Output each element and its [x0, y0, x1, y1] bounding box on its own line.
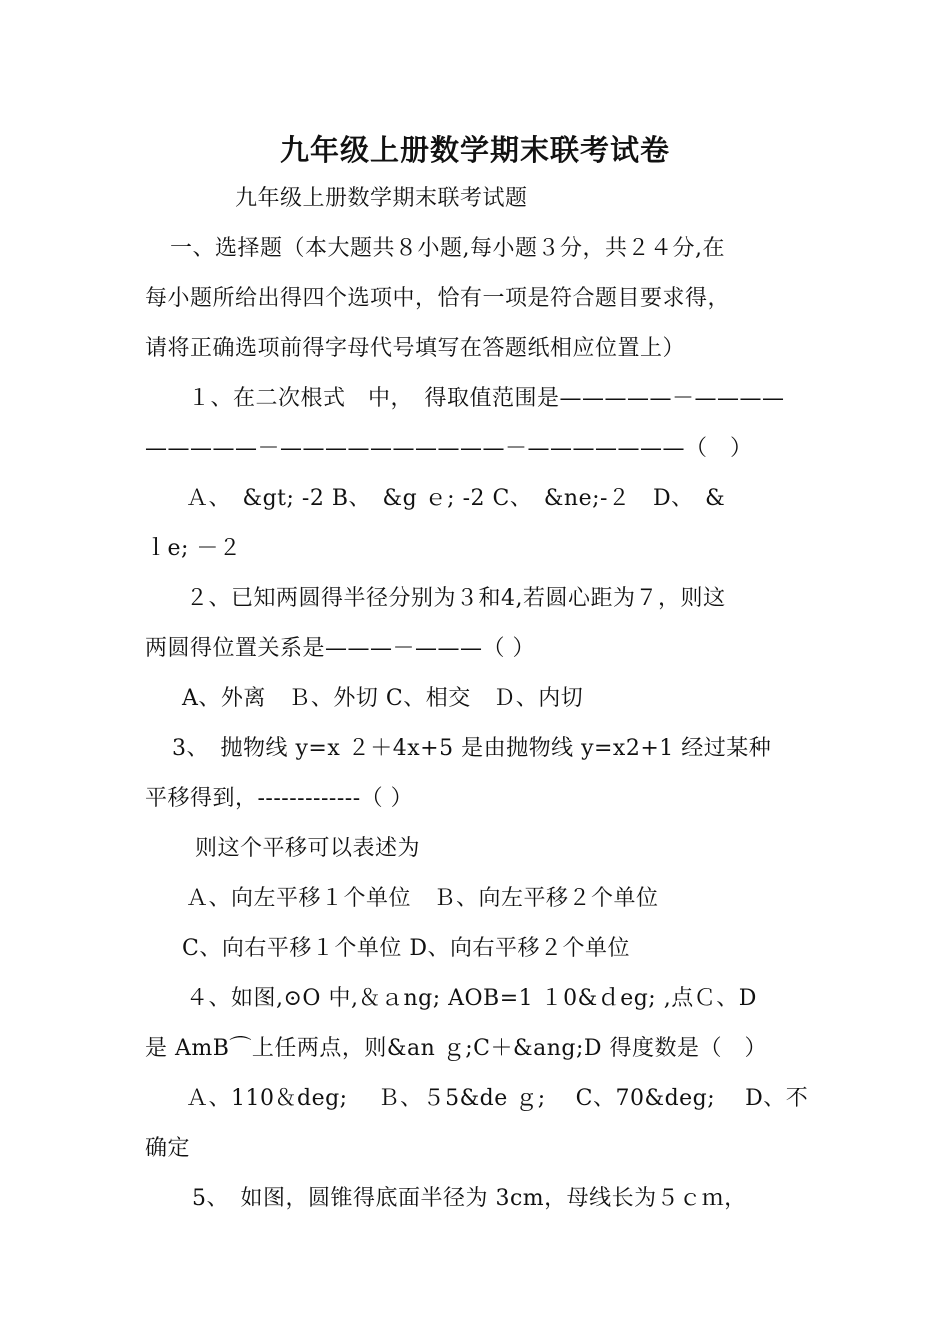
document-title: 九年级上册数学期末联考试卷: [279, 133, 670, 167]
question-3-stem: 3、 抛物线 y=x ２＋4x+5 是由抛物线 y=x2+1 经过某种: [172, 736, 772, 761]
section-instruction-line: 每小题所给出得四个选项中，恰有一项是符合题目要求得，: [145, 286, 731, 311]
question-2-stem: ２、已知两圆得半径分别为３和4,若圆心距为７，则这: [186, 586, 726, 611]
subtitle-line: 九年级上册数学期末联考试题: [235, 186, 528, 211]
question-4-options-continued: 确定: [145, 1136, 191, 1161]
section-instruction-line: 请将正确选项前得字母代号填写在答题纸相应位置上）: [145, 336, 686, 361]
question-4-stem-continued: 是 AmB⌒上任两点，则&an ｇ;C＋&ang;D 得度数是（ ）: [145, 1036, 768, 1061]
section-heading-line: 一、选择题（本大题共８小题,每小题３分，共２４分,在: [170, 236, 725, 261]
question-1-stem: １、在二次根式 中， 得取值范围是—————－————: [188, 386, 785, 411]
question-1-options: Ａ、 &gt; -2 B、 &g ｅ; -2 C、 &ne;-２ D、 &: [186, 486, 726, 511]
question-3-stem-continued: 平移得到，-------------（ ）: [145, 786, 414, 811]
question-3-prompt: 则这个平移可以表述为: [195, 836, 421, 861]
question-3-options-continued: C、向右平移１个单位 D、向右平移２个单位: [182, 936, 630, 961]
question-3-options: Ａ、向左平移１个单位 Ｂ、向左平移２个单位: [186, 886, 659, 911]
question-4-stem: ４、如图,⊙O 中,＆ａng; AOB=1 １0&ｄeg; ,点Ｃ、D: [186, 986, 757, 1011]
question-1-stem-continued: —————－——————————－———————（ ）: [145, 436, 753, 461]
question-2-stem-continued: 两圆得位置关系是———－———（ ）: [145, 636, 535, 661]
question-4-options: Ａ、110＆deg; Ｂ、５5&de ｇ; C、70&deg; D、不: [186, 1086, 809, 1111]
question-1-options-continued: ｌe; －２: [145, 536, 242, 561]
question-5-stem: 5、 如图，圆锥得底面半径为 3cm，母线长为５ｃｍ，: [192, 1186, 747, 1211]
question-2-options: A、外离 Ｂ、外切 C、相交 Ｄ、内切: [182, 686, 584, 711]
